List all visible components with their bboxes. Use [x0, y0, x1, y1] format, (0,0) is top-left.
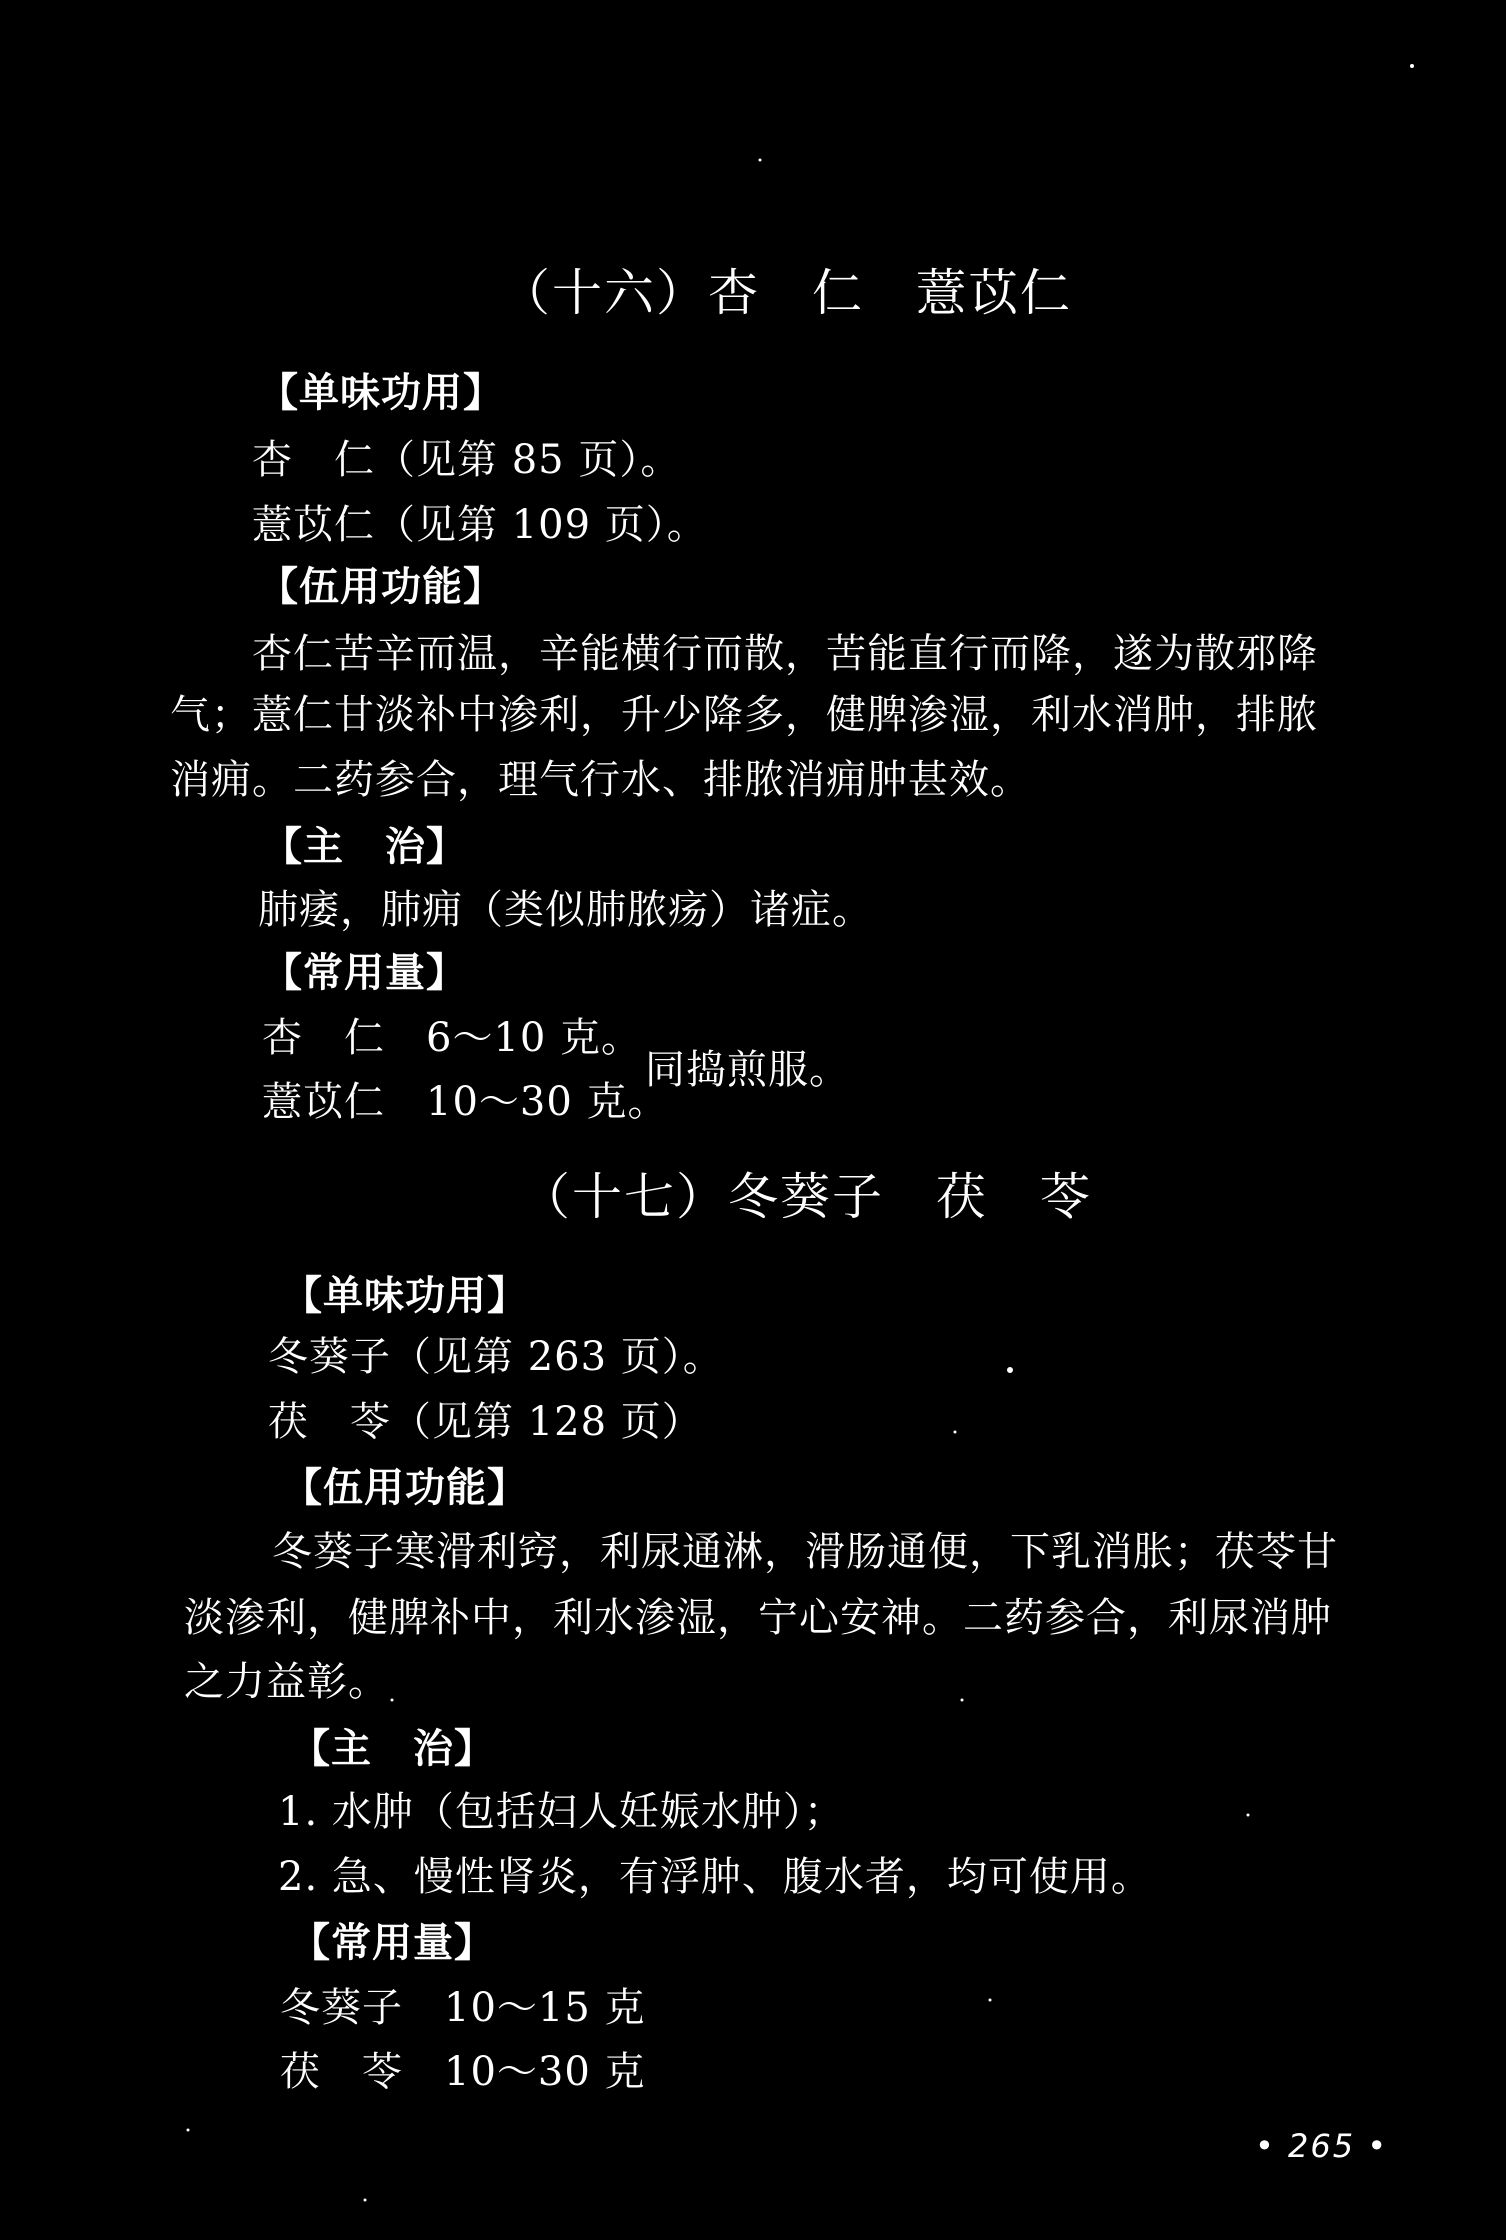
section17-dose-line: 冬葵子 10～15 克 [280, 1985, 646, 2031]
section17-combo-line: 淡渗利，健脾补中，利水渗湿，宁心安神。二药参合，利尿消肿 [184, 1595, 1332, 1641]
section16-combo-line: 杏仁苦辛而温，辛能横行而散，苦能直行而降，遂为散邪降 [252, 631, 1318, 677]
section17-single-item: 茯 苓（见第 128 页） [268, 1399, 703, 1445]
section17-dose-line: 茯 苓 10～30 克 [280, 2049, 646, 2095]
section17-title: （十七）冬葵子 茯 苓 [520, 1168, 1092, 1226]
section17-treat-label: 【主 治】 [290, 1726, 495, 1772]
section17-treat-line: 1. 水肿（包括妇人妊娠水肿）； [278, 1789, 845, 1835]
section16-single-item: 杏 仁（见第 85 页）。 [252, 437, 682, 483]
section16-combo-line: 气；薏仁甘淡补中渗利，升少降多，健脾渗湿，利水消肿，排脓 [170, 692, 1318, 738]
section16-treat-line: 肺痿，肺痈（类似肺脓疡）诸症。 [258, 887, 873, 933]
section17-single-item: 冬葵子（见第 263 页）。 [268, 1334, 724, 1380]
section16-single-item: 薏苡仁（见第 109 页）。 [252, 502, 708, 548]
section17-dose-label: 【常用量】 [290, 1920, 495, 1966]
section17-single-label: 【单味功用】 [282, 1273, 528, 1319]
section16-dose-line: 杏 仁 6～10 克。 [262, 1015, 643, 1061]
section16-single-label: 【单味功用】 [258, 370, 504, 416]
section17-combo-line: 冬葵子寒滑利窍，利尿通淋，滑肠通便，下乳消胀；茯苓甘 [272, 1529, 1338, 1575]
section17-treat-line: 2. 急、慢性肾炎，有浮肿、腹水者，均可使用。 [278, 1854, 1152, 1900]
section16-combo-label: 【伍用功能】 [258, 564, 504, 610]
section16-dose-line: 薏苡仁 10～30 克。 [262, 1079, 669, 1125]
section16-combo-line: 消痈。二药参合，理气行水、排脓消痈肿甚效。 [170, 757, 1031, 803]
section16-title: （十六）杏 仁 薏苡仁 [500, 264, 1072, 322]
section16-dose-label: 【常用量】 [262, 950, 467, 996]
section16-dose-note: 同捣煎服。 [645, 1047, 850, 1093]
section17-combo-label: 【伍用功能】 [282, 1465, 528, 1511]
section16-treat-label: 【主 治】 [262, 824, 467, 870]
page-number: • 265 • [1255, 2127, 1389, 2165]
section17-combo-line: 之力益彰。 [184, 1659, 389, 1705]
